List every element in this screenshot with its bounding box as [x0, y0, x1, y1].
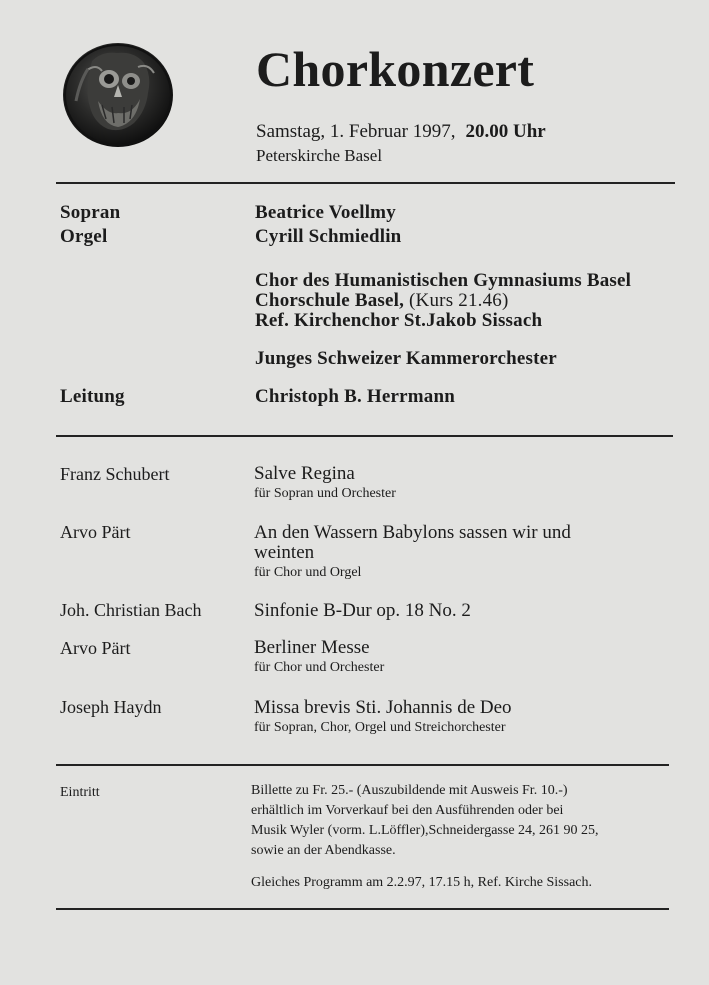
program-work-title: Salve Regina	[254, 463, 355, 484]
program-work-title: Berliner Messe	[254, 637, 370, 658]
program-work-title: Missa brevis Sti. Johannis de Deo	[254, 697, 512, 718]
program-composer: Joseph Haydn	[60, 697, 162, 717]
role-soprano: Sopran	[60, 202, 121, 223]
program-work	[254, 698, 654, 738]
program-work	[254, 638, 654, 678]
ticket-info-line: Billette zu Fr. 25.- (Auszubildende mit Ausweis Fr. 10.-)	[251, 783, 568, 798]
ensemble-choir-gymnasium: Chor des Humanistischen Gymnasiums Basel	[255, 270, 632, 291]
divider-program	[56, 764, 669, 766]
divider-bottom	[56, 908, 669, 910]
divider-performers	[56, 435, 673, 437]
role-direction: Leitung	[60, 386, 125, 407]
divider-top	[56, 182, 675, 184]
owl-coin-image	[62, 41, 174, 149]
performer-conductor: Christoph B. Herrmann	[255, 386, 456, 407]
program-work-scoring: für Chor und Orgel	[254, 565, 362, 580]
ensemble-chorschule	[255, 290, 509, 312]
program-composer: Joh. Christian Bach	[60, 600, 202, 620]
program-work-title: An den Wassern Babylons sassen wir und weinten	[254, 522, 571, 563]
program-composer: Arvo Pärt	[60, 638, 131, 658]
ensemble-kirchenchor: Ref. Kirchenchor St.Jakob Sissach	[255, 310, 543, 331]
ticket-info-line: Musik Wyler (vorm. L.Löffler),Schneidergasse 24, 261 90 25,	[251, 823, 599, 838]
ensemble-chorschule-name: Chorschule Basel,	[255, 290, 405, 311]
concert-venue: Peterskirche Basel	[256, 146, 383, 165]
ticket-label: Eintritt	[60, 785, 100, 800]
ensemble-orchestra: Junges Schweizer Kammerorchester	[255, 348, 557, 369]
concert-title: Chorkonzert	[256, 41, 535, 97]
date-line	[256, 121, 546, 143]
performer-organ: Cyrill Schmiedlin	[255, 226, 402, 247]
repeat-performance-note: Gleiches Programm am 2.2.97, 17.15 h, Ref. Kirche Sissach.	[251, 875, 592, 890]
ticket-info	[251, 781, 671, 861]
program-work	[254, 464, 654, 504]
performer-soprano: Beatrice Voellmy	[255, 202, 396, 223]
program-composer: Arvo Pärt	[60, 522, 131, 542]
concert-date: Samstag, 1. Februar 1997,	[256, 121, 456, 142]
program-work-scoring: für Sopran und Orchester	[254, 486, 396, 501]
ticket-info-line: erhältlich im Vorverkauf bei den Ausführenden oder bei	[251, 803, 564, 818]
program-work-scoring: für Chor und Orchester	[254, 660, 385, 675]
concert-time: 20.00 Uhr	[465, 121, 546, 142]
program-work	[254, 523, 594, 583]
ticket-info-line: sowie an der Abendkasse.	[251, 843, 396, 858]
ensemble-chorschule-note: (Kurs 21.46)	[409, 290, 509, 311]
program-work-scoring: für Sopran, Chor, Orgel und Streichorchester	[254, 720, 506, 735]
role-organ: Orgel	[60, 226, 108, 247]
program-composer: Franz Schubert	[60, 464, 170, 484]
program-work	[254, 601, 654, 621]
program-work-title: Sinfonie B-Dur op. 18 No. 2	[254, 600, 471, 621]
